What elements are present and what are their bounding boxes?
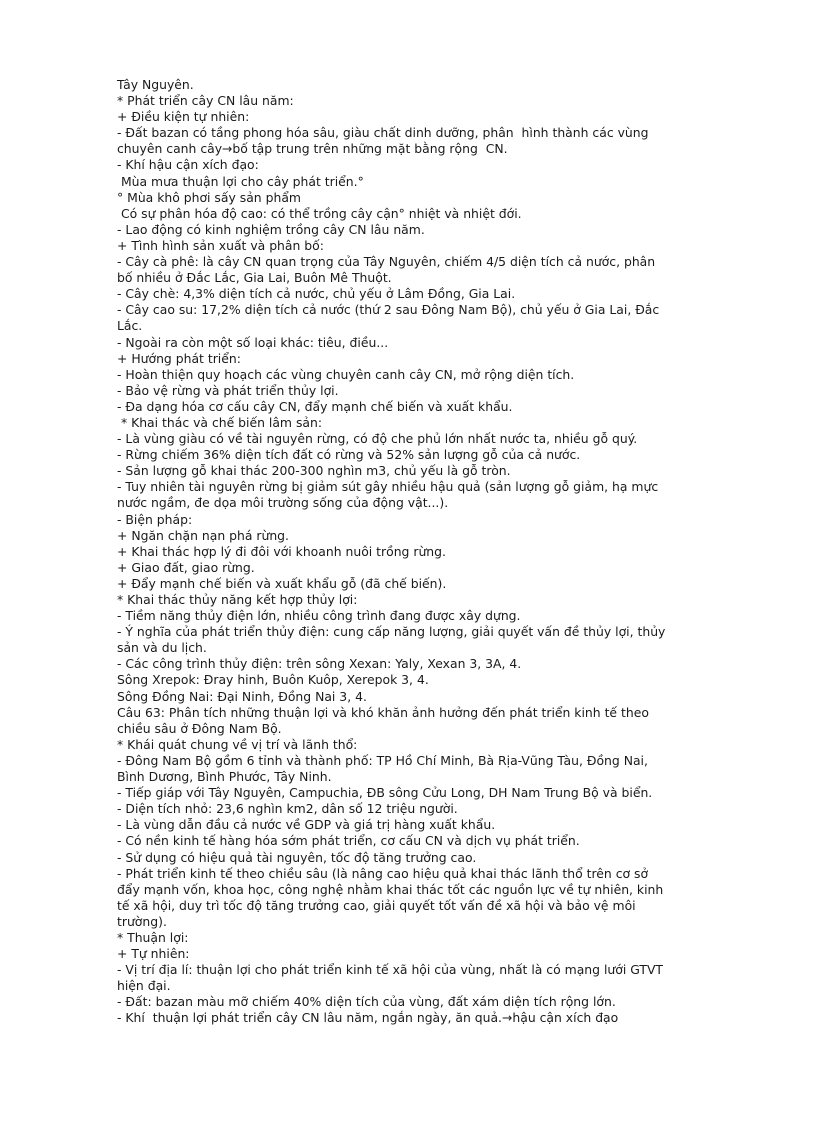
text-line: - Ý nghĩa của phát triển thủy điện: cung cấp năng lượng, giải quyết vấn đề thủy lợi, thủy: [117, 624, 666, 640]
text-line: Lắc.: [117, 318, 143, 334]
text-line: trường).: [117, 913, 167, 929]
text-line: - Khí thuận lợi phát triển cây CN lâu năm, ngắn ngày, ăn quả.→hậu cận xích đạo: [117, 1010, 619, 1026]
text-line: bố nhiều ở Đắc Lắc, Gia Lai, Buôn Mê Thuột.: [117, 270, 392, 286]
text-line: - Diện tích nhỏ: 23,6 nghìn km2, dân số 12 triệu người.: [117, 801, 458, 817]
text-line: tế xã hội, duy trì tốc độ tăng trưởng cao, giải quyết tốt vấn đề xã hội và bảo vệ môi: [117, 897, 636, 913]
text-line: * Thuận lợi:: [117, 929, 189, 945]
text-line: + Tình hình sản xuất và phân bố:: [117, 237, 324, 253]
text-line: * Khái quát chung về vị trí và lãnh thổ:: [117, 736, 358, 752]
text-line: - Lao động có kinh nghiệm trồng cây CN lâu năm.: [117, 221, 425, 237]
text-line: - Là vùng dẫn đầu cả nước về GDP và giá trị hàng xuất khẩu.: [117, 817, 496, 833]
text-line: - Khí hậu cận xích đạo:: [117, 157, 259, 173]
text-line: - Cây cà phê: là cây CN quan trọng của Tây Nguyên, chiếm 4/5 diện tích cả nước, phân: [117, 254, 656, 270]
text-line: nước ngầm, đe dọa môi trường sống của động vật...).: [117, 495, 449, 511]
text-line: - Rừng chiếm 36% diện tích đất có rừng và 52% sản lượng gỗ của cả nước.: [117, 447, 581, 463]
text-line: * Phát triển cây CN lâu năm:: [117, 93, 294, 109]
text-line: Câu 63: Phân tích những thuận lợi và khó khăn ảnh hưởng đến phát triển kinh tế theo: [117, 704, 649, 720]
text-line: Sông Đồng Nai: Đại Ninh, Đồng Nai 3, 4.: [117, 688, 367, 704]
text-line: Tây Nguyên.: [117, 77, 194, 92]
text-line: - Sản lượng gỗ khai thác 200-300 nghìn m3, chủ yếu là gỗ tròn.: [117, 463, 511, 479]
text-line: - Là vùng giàu có về tài nguyên rừng, có độ che phủ lớn nhất nước ta, nhiều gỗ quý.: [117, 431, 638, 447]
text-line: - Đất bazan có tầng phong hóa sâu, giàu chất dinh dưỡng, phân hình thành các vùng: [117, 125, 649, 141]
text-line: - Bảo vệ rừng và phát triển thủy lợi.: [117, 382, 339, 398]
text-line: + Khai thác hợp lý đi đôi với khoanh nuôi trồng rừng.: [117, 543, 446, 559]
text-line: - Tuy nhiên tài nguyên rừng bị giảm sút gây nhiều hậu quả (sản lượng gỗ giảm, hạ mực: [117, 479, 659, 495]
text-line: * Khai thác và chế biến lâm sản:: [117, 414, 323, 430]
text-line: Có sự phân hóa độ cao: có thể trồng cây cận° nhiệt và nhiệt đới.: [117, 205, 522, 221]
text-line: - Vị trí địa lí: thuận lợi cho phát triển kinh tế xã hội của vùng, nhất là có mạng lưới GTVT: [117, 962, 663, 978]
text-line: - Sử dụng có hiệu quả tài nguyên, tốc độ tăng trưởng cao.: [117, 849, 477, 865]
text-line: + Giao đất, giao rừng.: [117, 559, 255, 575]
text-line: Sông Xrepok: Đray hinh, Buôn Kuôp, Xerepok 3, 4.: [117, 672, 429, 688]
text-line: - Cây cao su: 17,2% diện tích cả nước (thứ 2 sau Đông Nam Bộ), chủ yếu ở Gia Lai, Đắc: [117, 302, 660, 318]
text-line: chiều sâu ở Đông Nam Bộ.: [117, 720, 282, 736]
text-line: - Đa dạng hóa cơ cấu cây CN, đẩy mạnh chế biến và xuất khẩu.: [117, 398, 513, 414]
document-page: [117, 77, 737, 1027]
text-line: + Điều kiện tự nhiên:: [117, 109, 250, 125]
text-line: - Ngoài ra còn một số loại khác: tiêu, điều...: [117, 334, 389, 350]
text-line: - Tiềm năng thủy điện lớn, nhiều công trình đang được xây dựng.: [117, 608, 521, 624]
text-line: Bình Dương, Bình Phước, Tây Ninh.: [117, 769, 332, 785]
text-line: hiện đại.: [117, 978, 171, 994]
text-line: - Phát triển kinh tế theo chiều sâu (là nâng cao hiệu quả khai thác lãnh thổ trên cơ sở: [117, 865, 649, 881]
text-line: + Hướng phát triển:: [117, 350, 241, 366]
text-line: - Biện pháp:: [117, 511, 193, 527]
text-line: - Đông Nam Bộ gồm 6 tỉnh và thành phố: TP Hồ Chí Minh, Bà Rịa-Vũng Tàu, Đồng Nai,: [117, 752, 648, 768]
text-line: Mùa mưa thuận lợi cho cây phát triển.°: [117, 173, 364, 189]
text-line: đẩy mạnh vốn, khoa học, công nghệ nhằm khai thác tốt các nguồn lực về tự nhiên, kinh: [117, 881, 664, 897]
text-line: - Tiếp giáp với Tây Nguyên, Campuchia, ĐB sông Cửu Long, DH Nam Trung Bộ và biển.: [117, 785, 653, 801]
text-line: chuyên canh cây→bố tập trung trên những mặt bằng rộng CN.: [117, 141, 508, 157]
text-line: + Tự nhiên:: [117, 946, 190, 962]
text-line: ° Mùa khô phơi sấy sản phẩm: [117, 189, 301, 205]
text-line: * Khai thác thủy năng kết hợp thủy lợi:: [117, 592, 358, 607]
text-line: sản và du lịch.: [117, 640, 207, 656]
text-line: - Có nền kinh tế hàng hóa sớm phát triển, cơ cấu CN và dịch vụ phát triển.: [117, 833, 580, 849]
text-line: - Đất: bazan màu mỡ chiếm 40% diện tích của vùng, đất xám diện tích rộng lớn.: [117, 994, 616, 1010]
text-line: + Ngăn chặn nạn phá rừng.: [117, 527, 289, 543]
text-line: - Các công trình thủy điện: trên sông Xexan: Yaly, Xexan 3, 3A, 4.: [117, 656, 522, 672]
text-line: + Đẩy mạnh chế biến và xuất khẩu gỗ (đã chế biến).: [117, 575, 447, 591]
text-line: - Cây chè: 4,3% diện tích cả nước, chủ yếu ở Lâm Đồng, Gia Lai.: [117, 286, 516, 302]
text-line: - Hoàn thiện quy hoạch các vùng chuyên canh cây CN, mở rộng diện tích.: [117, 366, 575, 382]
